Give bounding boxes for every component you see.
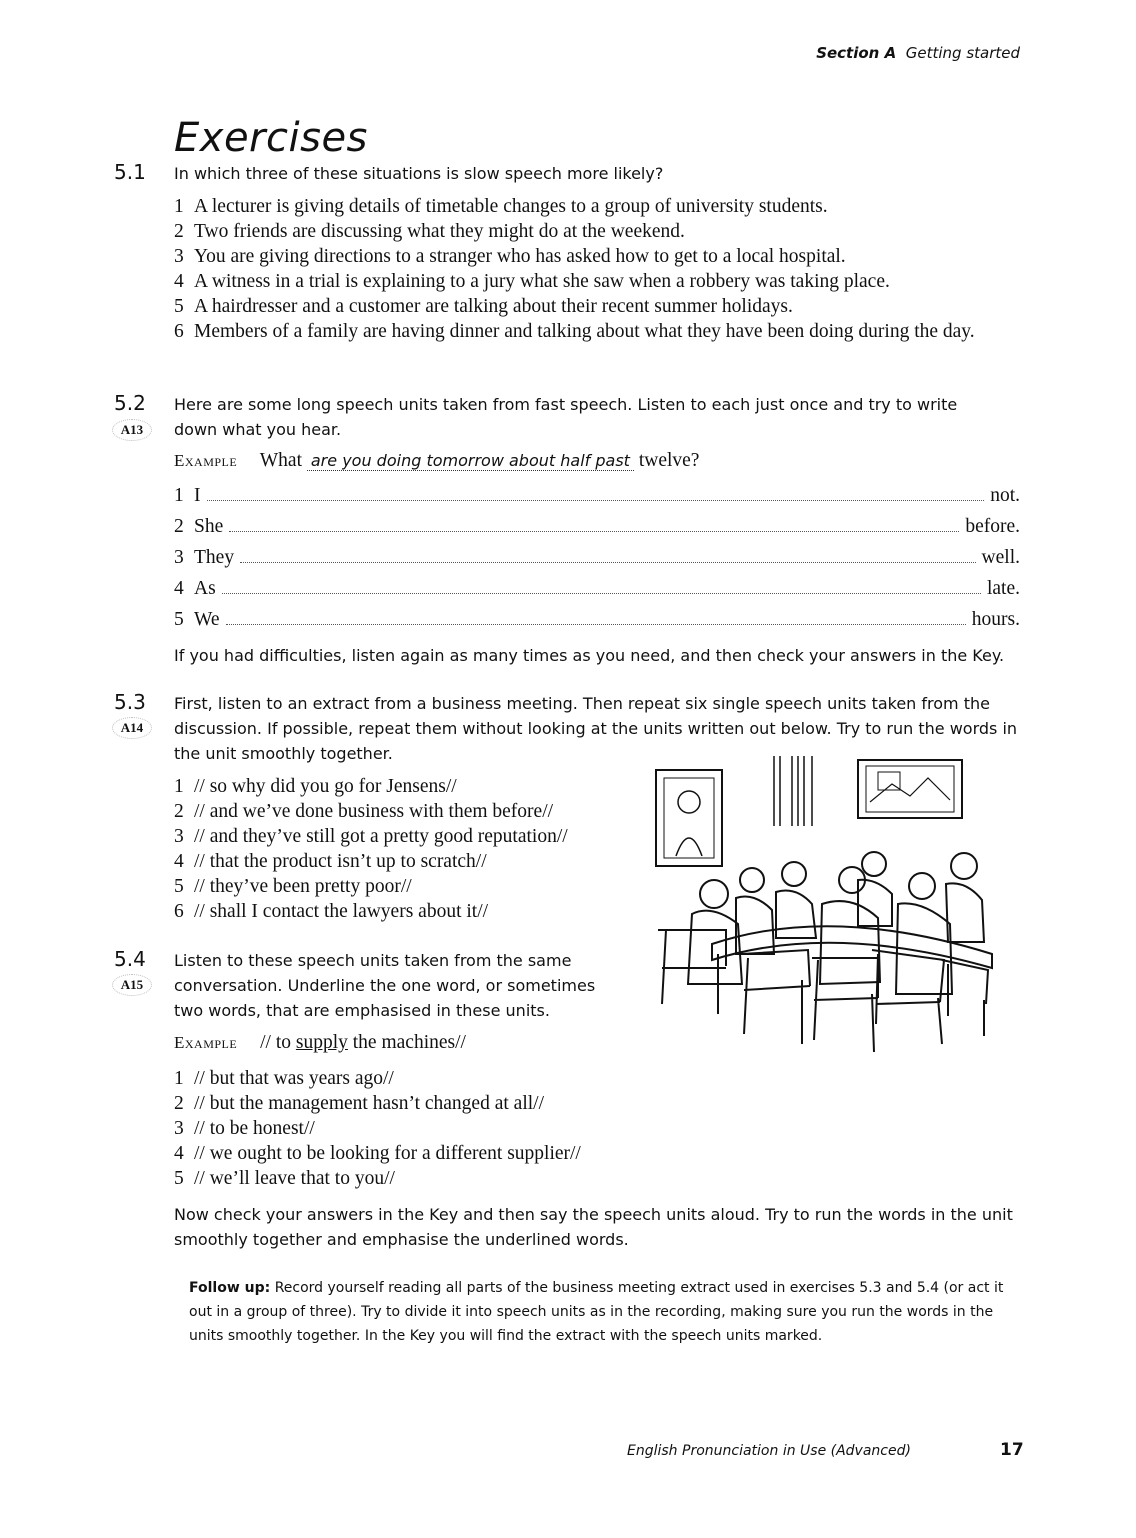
answer-row: 5 We hours.: [174, 609, 1020, 630]
list-item: 2 // but the management hasn’t changed at all//: [174, 1093, 544, 1114]
example-line: Example What are you doing tomorrow about half past twelve?: [174, 450, 700, 471]
handwritten-answer: are you doing tomorrow about half past: [307, 451, 634, 471]
section-label: Section A: [816, 44, 897, 62]
answer-blank[interactable]: [240, 548, 975, 563]
section-title: Getting started: [905, 44, 1020, 62]
answer-blank[interactable]: [222, 579, 981, 594]
exercise-list: [174, 1066, 674, 1191]
list-item: 5 A hairdresser and a customer are talking about their recent summer holidays.: [174, 296, 793, 317]
answer-blank[interactable]: [207, 486, 985, 501]
answer-row: 2 She before.: [174, 516, 1020, 537]
exercise-closing: Now check your answers in the Key and then say the speech units aloud. Try to run the words in the unit smoothly together and emphasise the underlined words.: [174, 1205, 1013, 1249]
running-header: [816, 44, 1020, 62]
list-item: 6 Members of a family are having dinner and talking about what they have been doing during the day.: [174, 321, 975, 342]
list-item: 4 A witness in a trial is explaining to a jury what she saw when a robbery was taking place.: [174, 271, 890, 292]
exercise-instruction: First, listen to an extract from a business meeting. Then repeat six single speech units taken from the discussion. If possible, repeat them without looking at the units written out below. Try to run the words in the unit smoothly together.: [174, 694, 1018, 763]
list-item: 3 // to be honest//: [174, 1118, 315, 1139]
list-item: 4 // we ought to be looking for a different supplier//: [174, 1143, 581, 1164]
business-meeting-illustration: [652, 754, 996, 1058]
list-item: 1 // so why did you go for Jensens//: [174, 776, 457, 797]
answer-row: 1 I not.: [174, 485, 1020, 506]
list-item: 5 // they’ve been pretty poor//: [174, 876, 412, 897]
exercise-list: [174, 774, 634, 924]
audio-track-icon[interactable]: A13: [112, 419, 152, 441]
answer-blank[interactable]: [226, 610, 966, 625]
list-item: 1 // but that was years ago//: [174, 1068, 394, 1089]
exercise-list: [174, 194, 1020, 344]
list-item: 2 Two friends are discussing what they might do at the weekend.: [174, 221, 685, 242]
answer-row: 4 As late.: [174, 578, 1020, 599]
list-item: 6 // shall I contact the lawyers about it//: [174, 901, 489, 922]
exercise-number: 5.3: [114, 690, 146, 714]
page-number: 17: [1000, 1440, 1024, 1460]
underlined-word: supply: [295, 1032, 348, 1053]
exercise-number: 5.2: [114, 391, 146, 415]
exercise-number: 5.4: [114, 947, 146, 971]
answer-blank[interactable]: [229, 517, 959, 532]
example-line: Example // to supply the machines//: [174, 1032, 466, 1053]
list-item: 5 // we’ll leave that to you//: [174, 1168, 395, 1189]
audio-track-icon[interactable]: A15: [112, 974, 152, 996]
exercise-instruction: Here are some long speech units taken from fast speech. Listen to each just once and try to write down what you hear.: [174, 395, 958, 439]
page-title: Exercises: [174, 114, 368, 161]
follow-up-label: Follow up:: [189, 1280, 271, 1296]
audio-track-icon[interactable]: A14: [112, 717, 152, 739]
list-item: 3 // and they’ve still got a pretty good reputation//: [174, 826, 568, 847]
list-item: 2 // and we’ve done business with them before//: [174, 801, 554, 822]
exercise-number: 5.1: [114, 160, 146, 184]
answer-row: 3 They well.: [174, 547, 1020, 568]
follow-up-text: Record yourself reading all parts of the business meeting extract used in exercises 5.3 and 5.4 (or act it out in a group of three). Try to divide it into speech units as in the recording, making sure you run the words in the units smoothly together. In the Key you will find the extract with the speech units marked.: [189, 1280, 1004, 1344]
list-item: 4 // that the product isn’t up to scratch//: [174, 851, 487, 872]
example-label: Example: [174, 1033, 238, 1052]
exercise-instruction: Listen to these speech units taken from the same conversation. Underline the one word, or sometimes two words, that are emphasised in these units.: [174, 951, 596, 1020]
example-label: Example: [174, 451, 238, 470]
list-item: 3 You are giving directions to a stranger who has asked how to get to a local hospital.: [174, 246, 846, 267]
list-item: 1 A lecturer is giving details of timetable changes to a group of university students.: [174, 196, 828, 217]
exercise-note: If you had difficulties, listen again as many times as you need, and then check your answers in the Key.: [174, 646, 1005, 665]
footer-book-title: English Pronunciation in Use (Advanced): [627, 1443, 911, 1459]
follow-up-box: [189, 1276, 1019, 1348]
exercise-instruction: In which three of these situations is slow speech more likely?: [174, 164, 664, 183]
